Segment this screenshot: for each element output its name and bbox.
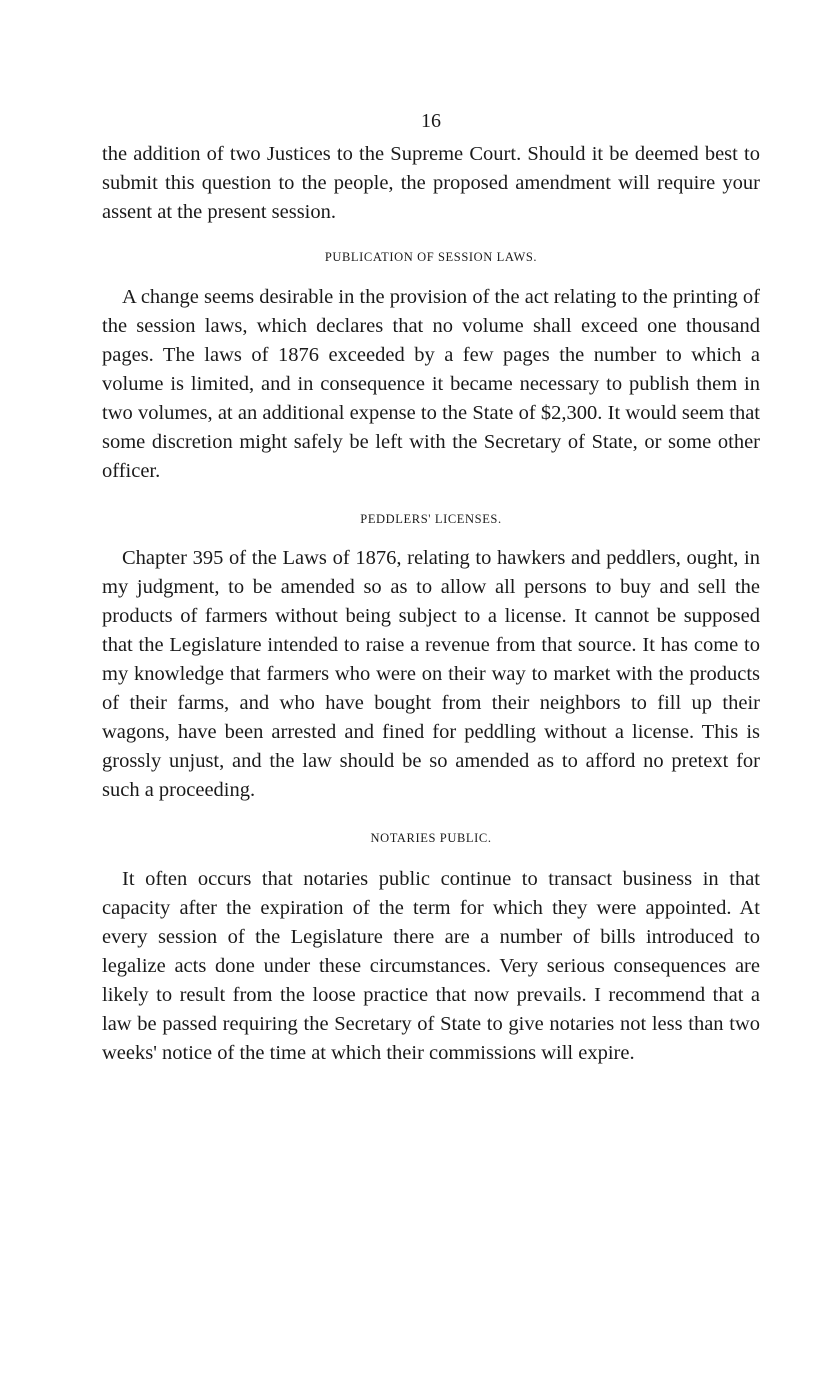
section-body-peddlers-licenses: Chapter 395 of the Laws of 1876, relating to hawkers and peddlers, ought, in my judgment, to be amended so as to allow all persons to buy and sell the products of farmers without being subject to a license. It cannot be supposed that the Legislature intended to raise a revenue from that source. It has come to my knowledge that farmers who were on their way to market with the products of their farms, and who have bought from their neighbors to fill up their wagons, have been arrested and fined for peddling without a license. This is grossly unjust, and the law should be so amended as to afford no pretext for such a proceeding. <box>102 547 760 801</box>
section-heading-peddlers-licenses: PEDDLERS' LICENSES. <box>360 512 502 526</box>
section-heading-publication-of-session-laws: PUBLICATION OF SESSION LAWS. <box>324 250 538 264</box>
section-body-publication-of-session-laws: A change seems desirable in the provision of the act relating to the printing of the session laws, which declares that no volume shall exceed one thousand pages. The laws of 1876 exceeded by a few pages the number to which a volume is limited, and in consequence it became necessary to publish them in two volumes, at an additional expense to the State of $2,300. It would seem that some discretion might safely be left with the Secretary of State, or some other officer. <box>102 286 760 482</box>
continuation-paragraph: the addition of two Justices to the Supreme Court. Should it be deemed best to submit this question to the people, the proposed amendment will require your assent at the present session. <box>102 143 760 223</box>
document-page <box>102 108 760 1068</box>
page-number: 16 <box>421 110 441 132</box>
section-heading-notaries-public: NOTARIES PUBLIC. <box>370 831 492 845</box>
section-body-notaries-public: It often occurs that notaries public continue to transact business in that capacity after the expiration of the term for which they were appointed. At every session of the Legislature there are a number of bills introduced to legalize acts done under these circumstances. Very serious consequences are likely to result from the loose practice that now prevails. I recommend that a law be passed requiring the Secretary of State to give notaries not less than two weeks' notice of the time at which their commissions will expire. <box>102 868 760 1064</box>
